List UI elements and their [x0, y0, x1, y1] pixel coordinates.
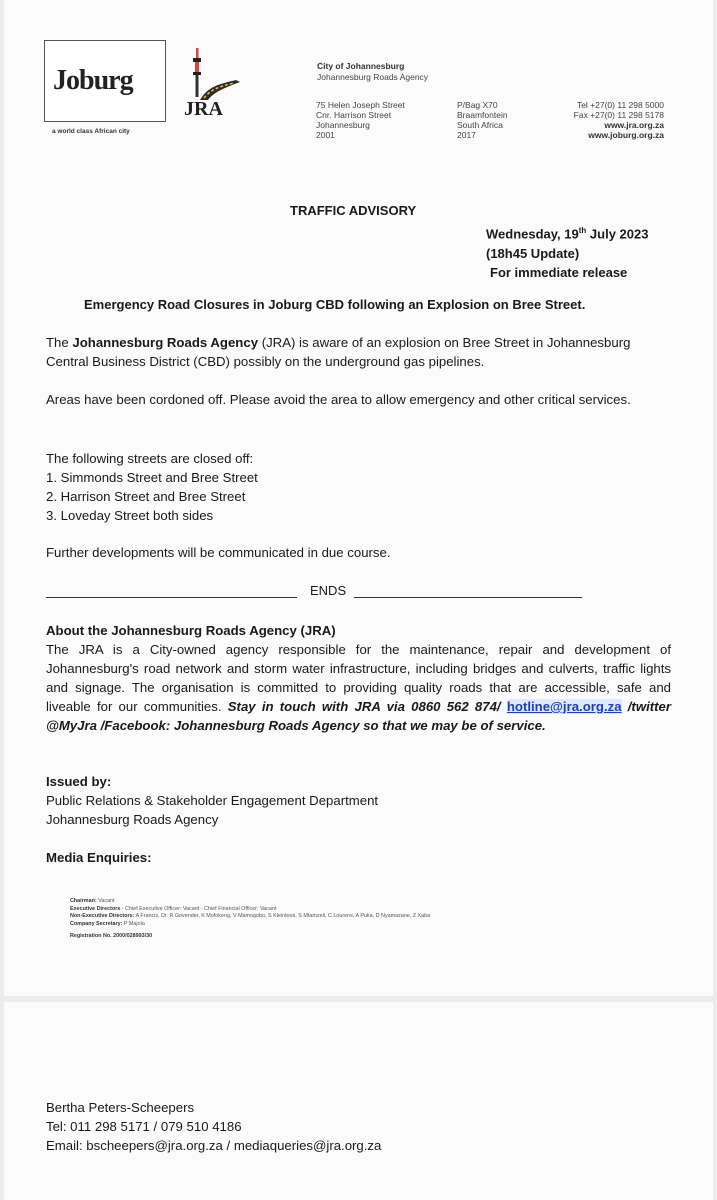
jra-tower-icon [178, 46, 248, 102]
jra-logo [178, 46, 248, 124]
postal-line: South Africa [457, 120, 503, 130]
address-line: Cnr. Harrison Street [316, 110, 392, 120]
postal-line: P/Bag X70 [457, 100, 498, 110]
advisory-heading: TRAFFIC ADVISORY [290, 203, 417, 218]
chairman-line: Chairman: Vacant [70, 898, 115, 904]
advisory-title: Emergency Road Closures in Joburg CBD following an Explosion on Bree Street. [84, 297, 586, 312]
issued-dept: Public Relations & Stakeholder Engagement Department [46, 793, 379, 808]
ends-marker: ENDS [310, 583, 347, 598]
closures-list [46, 449, 676, 525]
about-heading: About the Johannesburg Roads Agency (JRA) [46, 623, 336, 638]
jra-logo-text: JRA [184, 98, 223, 120]
contact-name: Bertha Peters-Scheepers [46, 1100, 195, 1115]
advisory-update: (18h45 Update) [486, 245, 580, 261]
address-line: 75 Helen Joseph Street [316, 100, 405, 110]
secretary-line: Company Secretary: P Majola [70, 920, 145, 927]
closure-item: 3. Loveday Street both sides [46, 508, 214, 523]
paragraph-explosion: The Johannesburg Roads Agency (JRA) is aware of an explosion on Bree Street in Johannesburg Central Business District (CBD) possibly on the underground gas pipelines. [46, 335, 631, 369]
postal-address [457, 100, 508, 140]
street-address [316, 100, 405, 140]
letterhead-web-joburg[interactable]: www.joburg.org.za [588, 130, 664, 140]
address-line: 2001 [316, 130, 335, 140]
postal-line: Braamfontein [457, 110, 508, 120]
agency-name: Johannesburg Roads Agency [317, 72, 429, 82]
issued-heading: Issued by: [46, 774, 112, 789]
ends-rule-right [354, 597, 582, 598]
paragraph-cordoned: Areas have been cordoned off. Please avoid the area to allow emergency and other critical services. [46, 392, 631, 407]
advisory-date: Wednesday, 19th July 2023 [486, 226, 649, 242]
contact-tel: Tel: 011 298 5171 / 079 510 4186 [46, 1119, 242, 1134]
media-heading: Media Enquiries: [46, 850, 152, 865]
issued-agency: Johannesburg Roads Agency [46, 812, 219, 827]
joburg-logo [44, 40, 166, 122]
tagline: a world class African city [52, 128, 130, 135]
advisory-date-block [486, 221, 648, 283]
advisory-release: For immediate release [490, 265, 628, 281]
contact-email[interactable]: Email: bscheepers@jra.org.za / mediaqueries@jra.org.za [46, 1138, 382, 1153]
contact-page [4, 1002, 713, 1200]
org-name: City of Johannesburg [317, 61, 405, 71]
nonexec-directors-line: Non-Executive Directors: A Francis, Dr. R Govender, K Mofokeng, V Mamogobo, S Kleinbooi, S Mtamzeli, C Lourens, A Puka, D Nyamazane, Z Xaba [70, 913, 431, 920]
closure-item: 2. Harrison Street and Bree Street [46, 489, 246, 504]
letterhead-web-jra[interactable]: www.jra.org.za [604, 120, 664, 130]
letterhead-tel: Tel +27(0) 11 298 5000 [576, 100, 664, 110]
contact-numbers [552, 100, 664, 140]
hotline-email-link[interactable]: hotline@jra.org.za [506, 699, 622, 714]
address-line: Johannesburg [316, 120, 370, 130]
further-developments: Further developments will be communicated in due course. [46, 545, 391, 560]
exec-directors-line: Executive Directors - Chief Executive Officer: Vacant - Chief Financial Officer: Vacant [70, 905, 277, 912]
closure-item: 1. Simmonds Street and Bree Street [46, 470, 258, 485]
registration-line: Registration No. 2000/028993/30 [70, 933, 153, 940]
closures-intro: The following streets are closed off: [46, 451, 254, 466]
postal-line: 2017 [457, 130, 476, 140]
joburg-logo-text: Joburg [53, 65, 133, 96]
ends-rule-left [46, 597, 297, 598]
board-fine-print [70, 898, 630, 941]
advisory-page [4, 0, 713, 996]
about-text: The JRA is a City-owned agency responsible for the maintenance, repair and development of Johannesburg's road network and storm water infrastructure, including bridges and culverts, traffic lights and signage. The organisation is committed to providing quality roads that are accessible, safe and liveable for our communities. Stay in touch with JRA via 0860 562 874/ hotline@jra.org.za /twitter @MyJra /Facebook: Johannesburg Roads Agency so that we may be of service. [46, 642, 671, 733]
letterhead-fax: Fax +27(0) 11 298 5178 [573, 110, 664, 120]
